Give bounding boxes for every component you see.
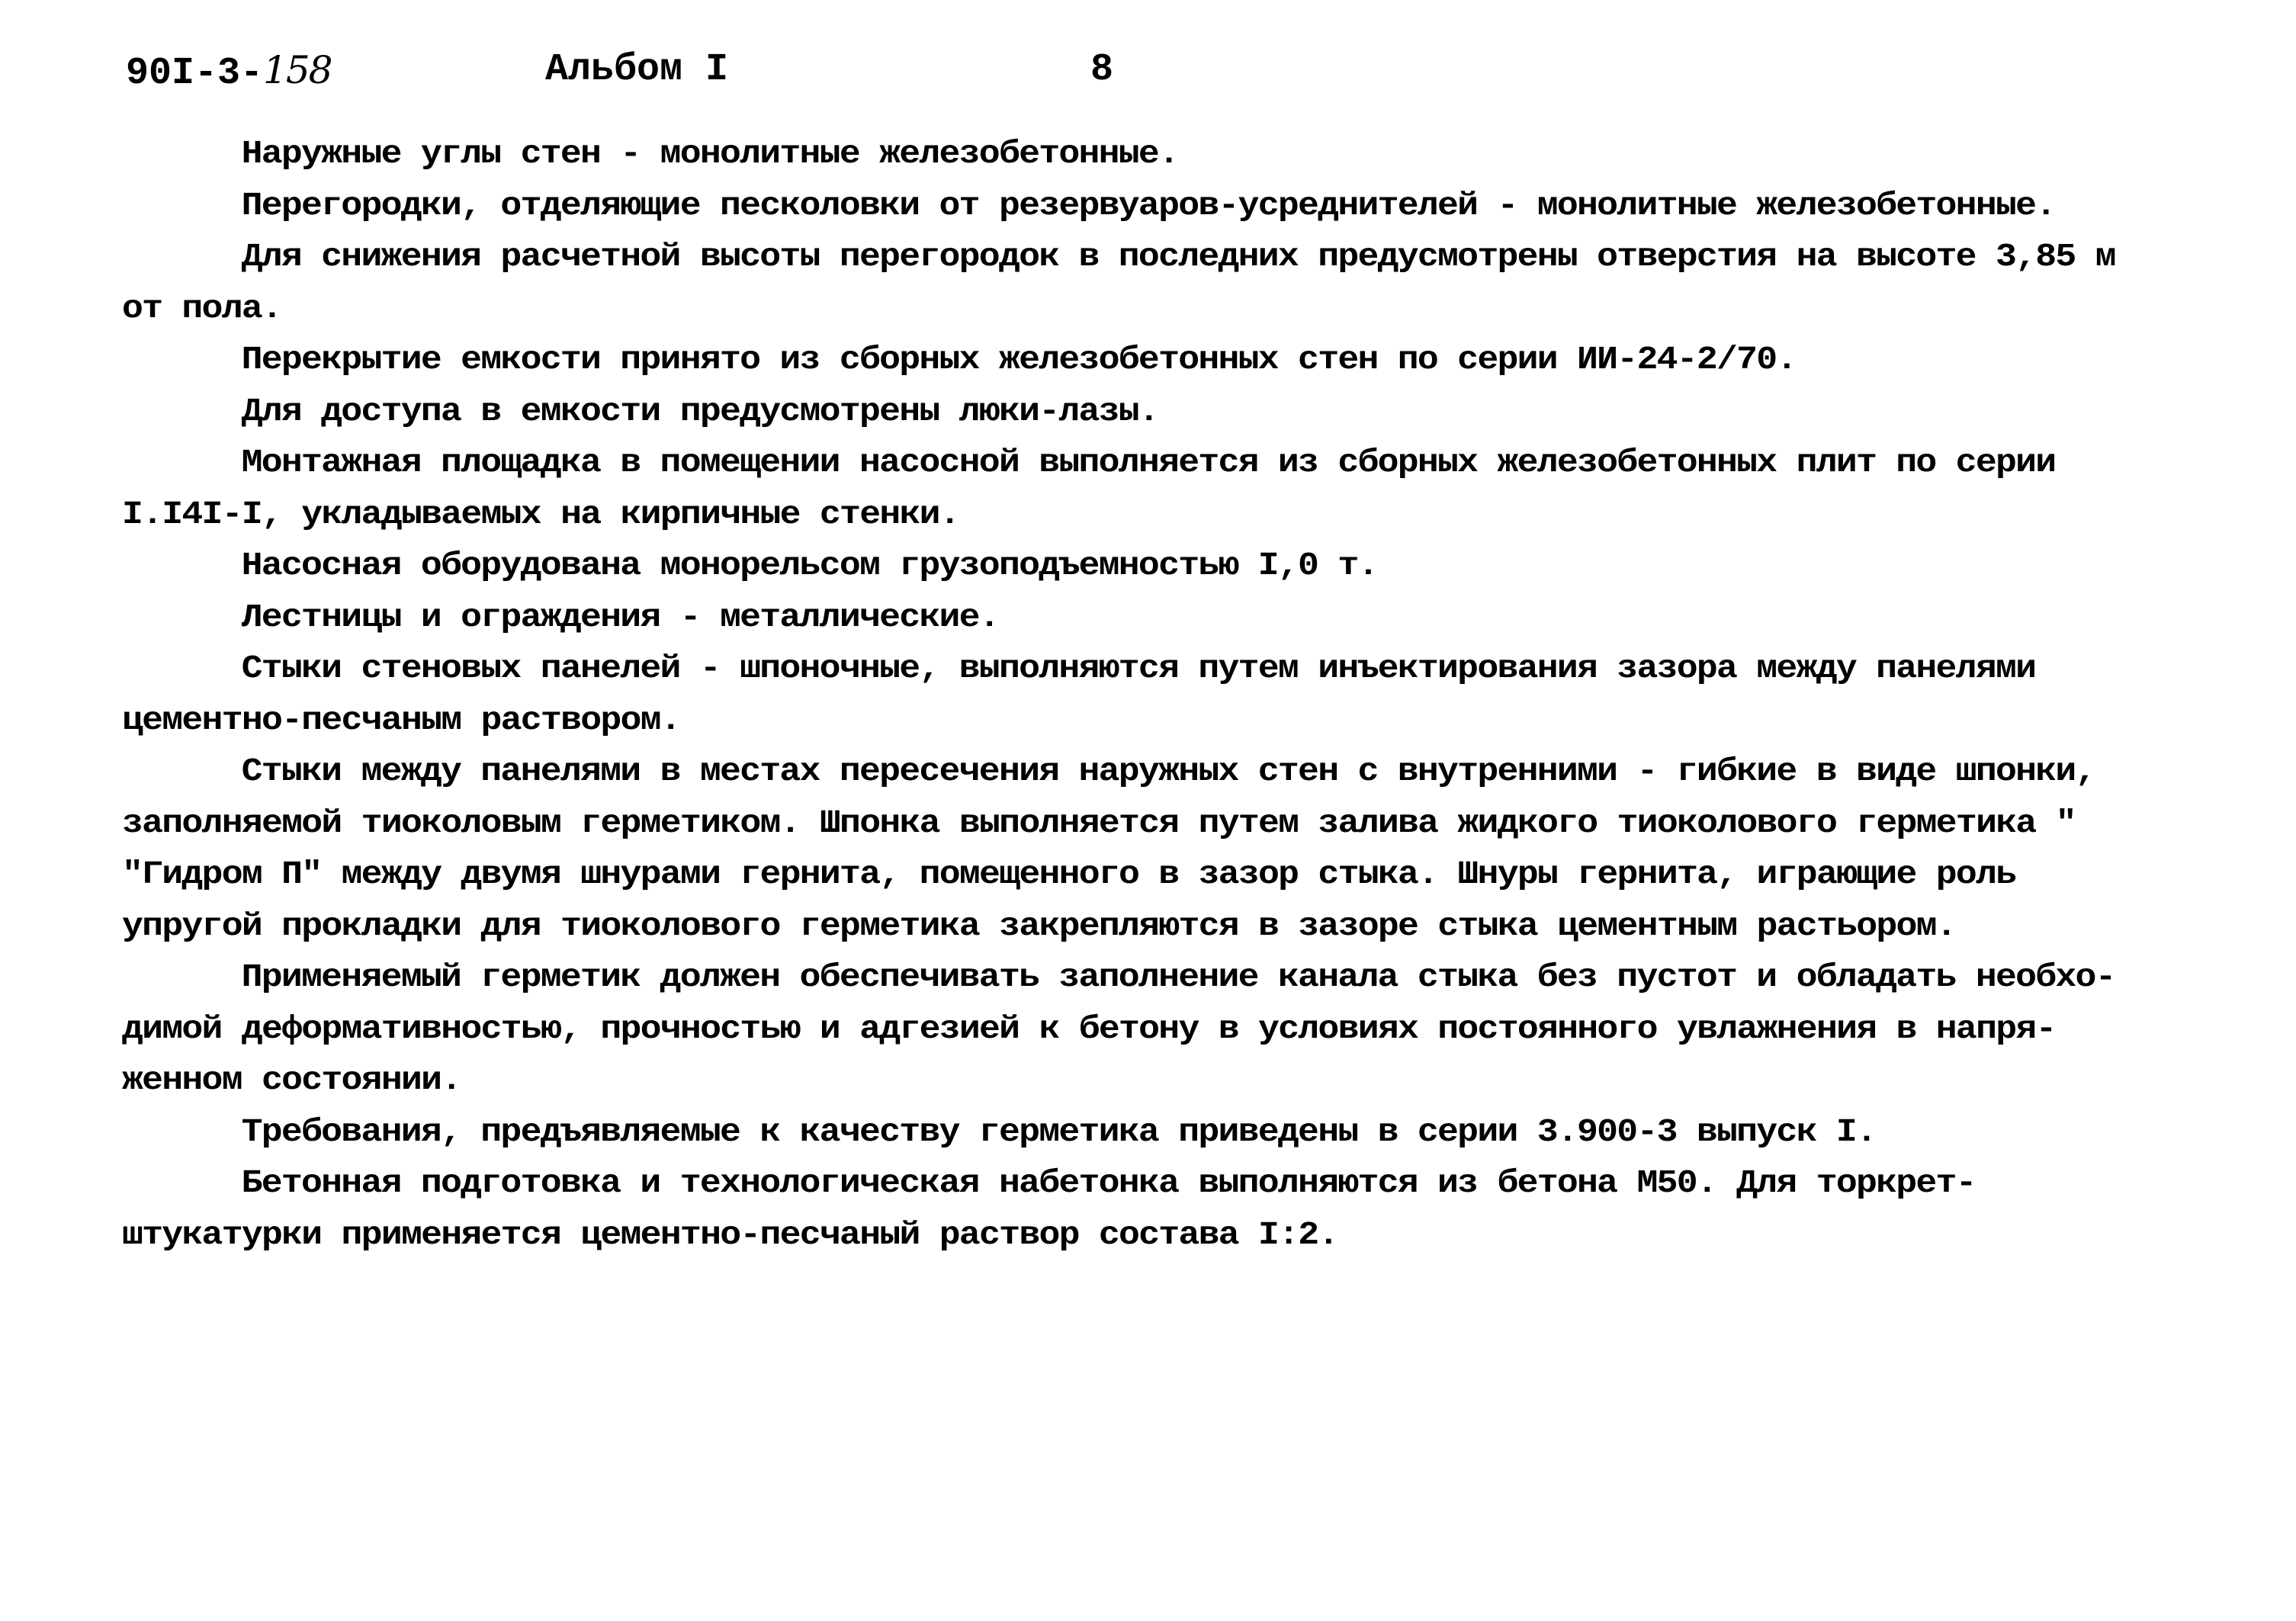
document-code-number-handwritten: 158 (263, 48, 332, 92)
text-line: "Гидром П" между двумя шнурами гернита, помещенного в зазор стыка. Шнуры гернита, играющие роль (122, 855, 2016, 893)
text-line: Стыки стеновых панелей - шпоночные, выполняются путем инъектирования зазора между панелями (241, 650, 2036, 687)
text-line: штукатурки применяется цементно-песчаный раствор состава I:2. (122, 1215, 1338, 1253)
text-line: Бетонная подготовка и технологическая набетонка выполняются из бетона М50. Для торкрет- (241, 1164, 1976, 1202)
text-line: I.I4I-I, укладываемых на кирпичные стенки. (122, 495, 959, 533)
document-code-prefix: 90I-3- (126, 52, 264, 95)
document-body (122, 128, 2296, 1260)
text-line: Требования, предъявляемые к качеству герметика приведены в серии 3.900-3 выпуск I. (241, 1112, 1877, 1151)
text-line: Перекрытие емкости принято из сборных железобетонных стен по серии ИИ-24-2/70. (241, 341, 1797, 378)
text-line: заполняемой тиоколовым герметиком. Шпонка выполняется путем залива жидкого тиоколового герметика " (122, 804, 2076, 842)
text-line: Применяемый герметик должен обеспечивать заполнение канала стыка без пустот и обладать необхо- (241, 958, 2115, 996)
album-label: Альбом I (545, 48, 729, 91)
document-code (126, 40, 331, 104)
text-line: Для доступа в емкости предусмотрены люки-лазы. (241, 392, 1159, 430)
page-number: 8 (1090, 48, 1114, 91)
text-line: Перегородки, отделяющие песколовки от резервуаров-усреднителей - монолитные железобетонные. (241, 186, 2056, 224)
text-line: Насосная оборудована монорельсом грузоподъемностью I,0 т. (241, 547, 1378, 584)
text-line: упругой прокладки для тиоколового герметика закрепляются в зазоре стыка цементным растьором. (122, 907, 1956, 945)
text-line: цементно-песчаным раствором. (122, 701, 680, 739)
text-line: женном состоянии. (122, 1061, 461, 1099)
text-line: димой деформативностью, прочностью и адгезией к бетону в условиях постоянного увлажнения в напря- (122, 1010, 2056, 1048)
text-line: Для снижения расчетной высоты перегородок в последних предусмотрены отверстия на высоте 3,85 м (241, 238, 2115, 275)
text-line: Лестницы и ограждения - металлические. (241, 598, 999, 636)
text-line: Монтажная площадка в помещении насосной выполняется из сборных железобетонных плит по серии (241, 444, 2056, 481)
text-line: от пола. (122, 289, 282, 327)
text-line: Наружные углы стен - монолитные железобетонные. (241, 135, 1179, 172)
text-line: Стыки между панелями в местах пересечения наружных стен с внутренними - гибкие в виде шпонки, (241, 753, 2095, 790)
page-header (0, 40, 2296, 101)
